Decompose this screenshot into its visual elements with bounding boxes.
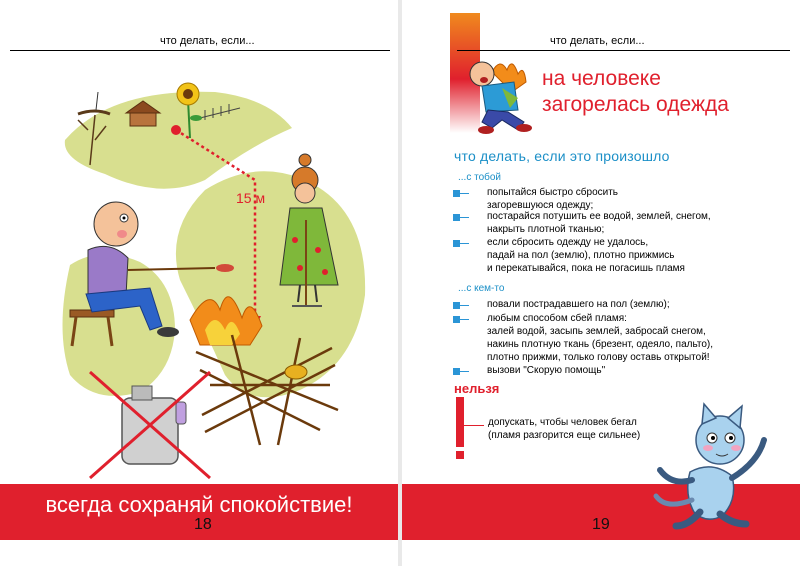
item-line: загоревшуюся одежду;	[487, 200, 594, 211]
item-line: постарайся потушить ее водой, землей, снегом,	[487, 211, 711, 222]
title-line: на человеке	[542, 67, 661, 90]
bullet-icon	[453, 368, 469, 375]
header-rule	[10, 50, 390, 51]
section-heading: что делать, если это произошло	[454, 148, 670, 164]
cat-illustration	[642, 400, 787, 535]
slogan-text: всегда сохраняй спокойствие!	[45, 492, 353, 517]
item-line: любым способом сбей пламя:	[487, 313, 627, 324]
bullet-icon	[453, 214, 469, 221]
page-number: 19	[592, 516, 610, 533]
forbidden-line: (пламя разгорится еще сильнее)	[488, 430, 641, 441]
group-label: ...с тобой	[458, 172, 502, 183]
header-rule	[457, 50, 790, 51]
bullet-icon	[453, 240, 469, 247]
distance-label: 15 м	[236, 190, 266, 206]
running-head: что делать, если...	[160, 35, 255, 47]
campfire-illustration	[0, 60, 398, 484]
warning-connector	[464, 425, 484, 426]
exclamation-dot	[456, 451, 464, 459]
bullet-icon	[453, 190, 469, 197]
page-title	[542, 66, 729, 118]
bullet-icon	[453, 302, 469, 309]
page-number: 18	[194, 516, 212, 533]
exclamation-icon	[456, 397, 464, 447]
bullet-icon	[453, 316, 469, 323]
forbidden-text	[488, 416, 640, 442]
burning-boy-illustration	[452, 52, 542, 138]
left-page	[0, 0, 398, 566]
item-line: вызови "Скорую помощь"	[487, 365, 606, 376]
group-label: ...с кем-то	[458, 283, 505, 294]
item-line: повали пострадавшего на пол (землю);	[487, 299, 670, 310]
item-line: попытайся быстро сбросить	[487, 187, 619, 198]
canister-icon	[122, 386, 186, 464]
item-line: накрыть плотной тканью;	[487, 224, 605, 235]
item-line: накинь плотную ткань (брезент, одеяло, пальто),	[487, 339, 714, 350]
item-line: и перекатывайся, пока не погасишь пламя	[487, 263, 685, 274]
forbidden-line: допускать, чтобы человек бегал	[488, 417, 637, 428]
item-line: падай на пол (землю), плотно прижмись	[487, 250, 675, 261]
item-line: если сбросить одежду не удалось,	[487, 237, 649, 248]
right-page	[402, 0, 800, 566]
running-head: что делать, если...	[550, 35, 645, 47]
item-line: плотно прижми, только голову оставь открытой!	[487, 352, 710, 363]
item-line: залей водой, засыпь землей, забросай снегом,	[487, 326, 706, 337]
title-line: загорелась одежда	[542, 93, 729, 116]
forbidden-heading: нельзя	[454, 381, 500, 396]
